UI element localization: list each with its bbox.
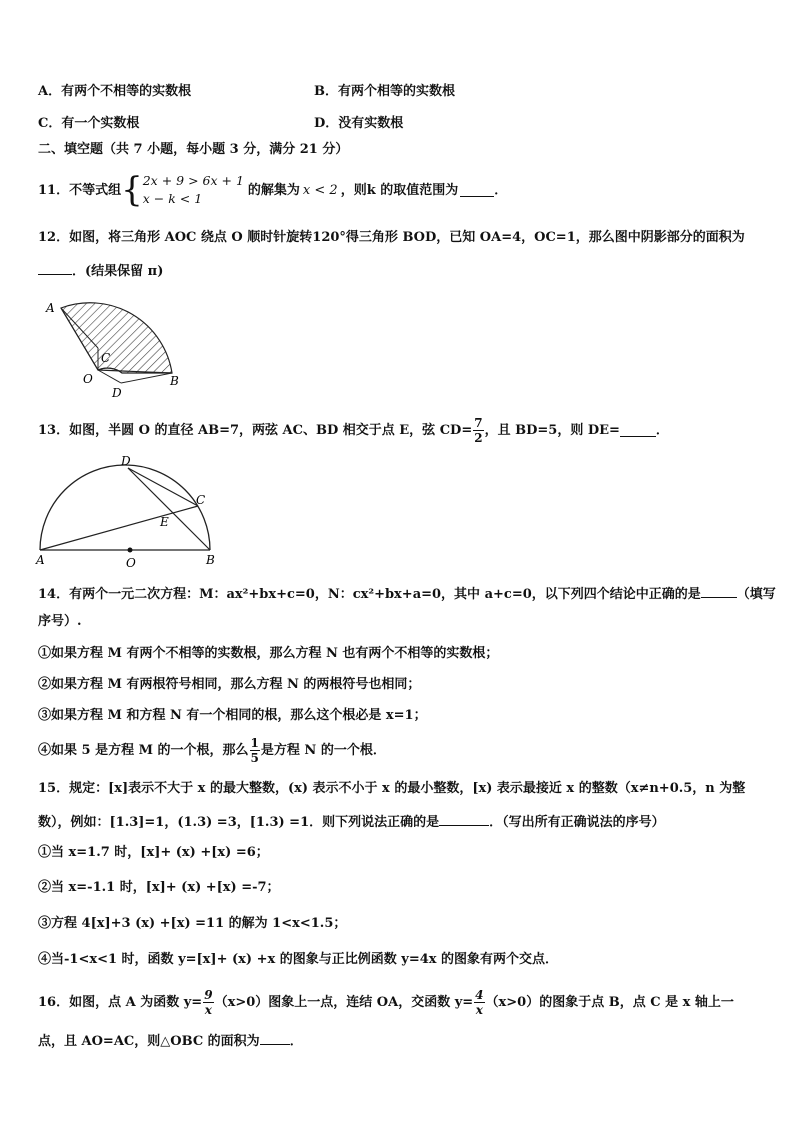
fraction-numerator: 7	[474, 415, 483, 430]
label-b: B	[170, 374, 179, 388]
center-point	[128, 548, 133, 553]
question-16-line1	[38, 983, 734, 1021]
q15-stem: 数），例如：[1.3]=1，(1.3) =3，[1.3) =1．则下列说法正确的是	[38, 815, 440, 830]
q12-suffix: ．(结果保留 π)	[72, 264, 164, 279]
label-b: B	[206, 553, 215, 567]
semicircle-figure	[30, 454, 220, 572]
rotation-figure	[40, 290, 190, 402]
q13-end: ．	[655, 422, 669, 438]
q14-statement-4	[38, 733, 386, 767]
q15-statement-4: ④当-1<x<1 时，函数 y=[x]+ (x) +x 的图象与正比例函数 y=4x 的图象有两个交点．	[38, 952, 559, 967]
section-heading: 二、填空题（共 7 小题，每小题 3 分，满分 21 分）	[38, 142, 349, 157]
label-c: C	[101, 351, 111, 365]
fraction-numerator: 4	[475, 987, 484, 1002]
q16-end: ．	[289, 1034, 303, 1049]
segment-od	[98, 370, 121, 383]
label-o: O	[83, 372, 93, 386]
fraction-denominator: 5	[250, 750, 259, 765]
q14-stem-end: （填写	[736, 587, 776, 602]
fraction-one-fifth	[250, 736, 260, 765]
question-13	[38, 412, 669, 448]
q11-suffix: ，则k 的取值范围为	[340, 182, 459, 198]
fraction-denominator: x	[204, 1002, 212, 1017]
shaded-region	[61, 303, 172, 373]
q16-stem: 16．如图，点 A 为函数 y=	[38, 994, 203, 1010]
chord-ac	[40, 506, 198, 550]
label-o: O	[126, 556, 136, 570]
fraction-cd	[473, 416, 483, 445]
q11-condition: x < 2	[302, 182, 338, 198]
fraction-denominator: x	[475, 1002, 483, 1017]
label-e: E	[160, 515, 169, 529]
q16-stem-middle: （x>0）图象上一点，连结 OA，交函数 y=	[214, 994, 474, 1010]
answer-blank[interactable]	[38, 262, 72, 275]
q16-line2-text: 点，且 AO=AC，则△OBC 的面积为	[38, 1034, 260, 1049]
q15-statement-1: ①当 x=1.7 时，[x]+ (x) +[x) =6；	[38, 845, 269, 860]
label-d: D	[121, 454, 131, 468]
answer-blank[interactable]	[701, 585, 737, 598]
label-a: A	[36, 553, 45, 567]
inequality-2: x − k < 1	[142, 191, 203, 206]
question-11	[38, 168, 507, 212]
answer-blank[interactable]	[439, 813, 489, 826]
q11-prefix: 11．不等式组	[38, 182, 122, 198]
q14-statement-4-prefix: ④如果 5 是方程 M 的一个根，那么	[38, 742, 249, 758]
label-c: C	[196, 493, 206, 507]
chord-bd	[128, 468, 210, 550]
q13-prefix: 13．如图，半圆 O 的直径 AB=7，两弦 AC、BD 相交于点 E，弦 CD=	[38, 422, 473, 438]
option-a: A．有两个不相等的实数根	[38, 84, 192, 99]
answer-blank[interactable]	[620, 424, 656, 437]
answer-blank[interactable]	[460, 184, 494, 197]
question-12-line2	[38, 262, 163, 278]
q14-statement-4-suffix: 是方程 N 的一个根．	[260, 742, 386, 758]
q16-stem-suffix: （x>0）的图象于点 B，点 C 是 x 轴上一	[485, 994, 734, 1010]
q11-middle: 的解集为	[247, 182, 300, 198]
fraction-9-over-x	[203, 988, 213, 1017]
q15-statement-3: ③方程 4[x]+3 (x) +[x) =11 的解为 1<x<1.5；	[38, 916, 347, 931]
label-d: D	[112, 386, 122, 400]
label-a: A	[46, 301, 55, 315]
question-16-line2	[38, 1032, 303, 1048]
q14-stem: 14．有两个一元二次方程：M：ax²+bx+c=0，N：cx²+bx+a=0，其中 a+c=0，以下列四个结论中正确的是	[38, 587, 701, 602]
option-d: D．没有实数根	[314, 116, 404, 131]
semicircle-arc	[40, 465, 210, 550]
question-14-line1	[38, 585, 776, 601]
fraction-numerator: 9	[204, 987, 213, 1002]
q13-suffix: ，且 BD=5，则 DE=	[484, 422, 620, 438]
question-12-line1: 12．如图，将三角形 AOC 绕点 O 顺时针旋转120°得三角形 BOD，已知 OA=4，OC=1，那么图中阴影部分的面积为	[38, 230, 745, 245]
fraction-4-over-x	[474, 988, 484, 1017]
fraction-denominator: 2	[474, 430, 483, 445]
system-brace: {	[121, 170, 143, 210]
question-15-line2	[38, 813, 665, 829]
option-b: B．有两个相等的实数根	[314, 84, 455, 99]
question-14-line2: 序号）.	[38, 614, 82, 629]
q15-statement-2: ②当 x=-1.1 时，[x]+ (x) +[x) =-7；	[38, 880, 280, 895]
option-c: C．有一个实数根	[38, 116, 140, 131]
segment-db	[121, 373, 172, 383]
q11-end: ．	[494, 182, 508, 198]
q14-statement-1: ①如果方程 M 有两个不相等的实数根，那么方程 N 也有两个不相等的实数根；	[38, 646, 499, 661]
fraction-numerator: 1	[250, 735, 259, 750]
q14-statement-2: ②如果方程 M 有两根符号相同，那么方程 N 的两根符号也相同；	[38, 677, 421, 692]
inequality-system	[143, 172, 244, 208]
question-15-line1: 15．规定：[x]表示不大于 x 的最大整数，(x) 表示不小于 x 的最小整数，[x) 表示最接近 x 的整数（x≠n+0.5，n 为整	[38, 781, 746, 796]
inequality-1: 2x + 9 > 6x + 1	[142, 173, 244, 188]
q14-statement-3: ③如果方程 M 和方程 N 有一个相同的根，那么这个根必是 x=1；	[38, 708, 427, 723]
q15-stem-end: ．（写出所有正确说法的序号）	[489, 815, 665, 830]
answer-blank[interactable]	[260, 1032, 290, 1045]
